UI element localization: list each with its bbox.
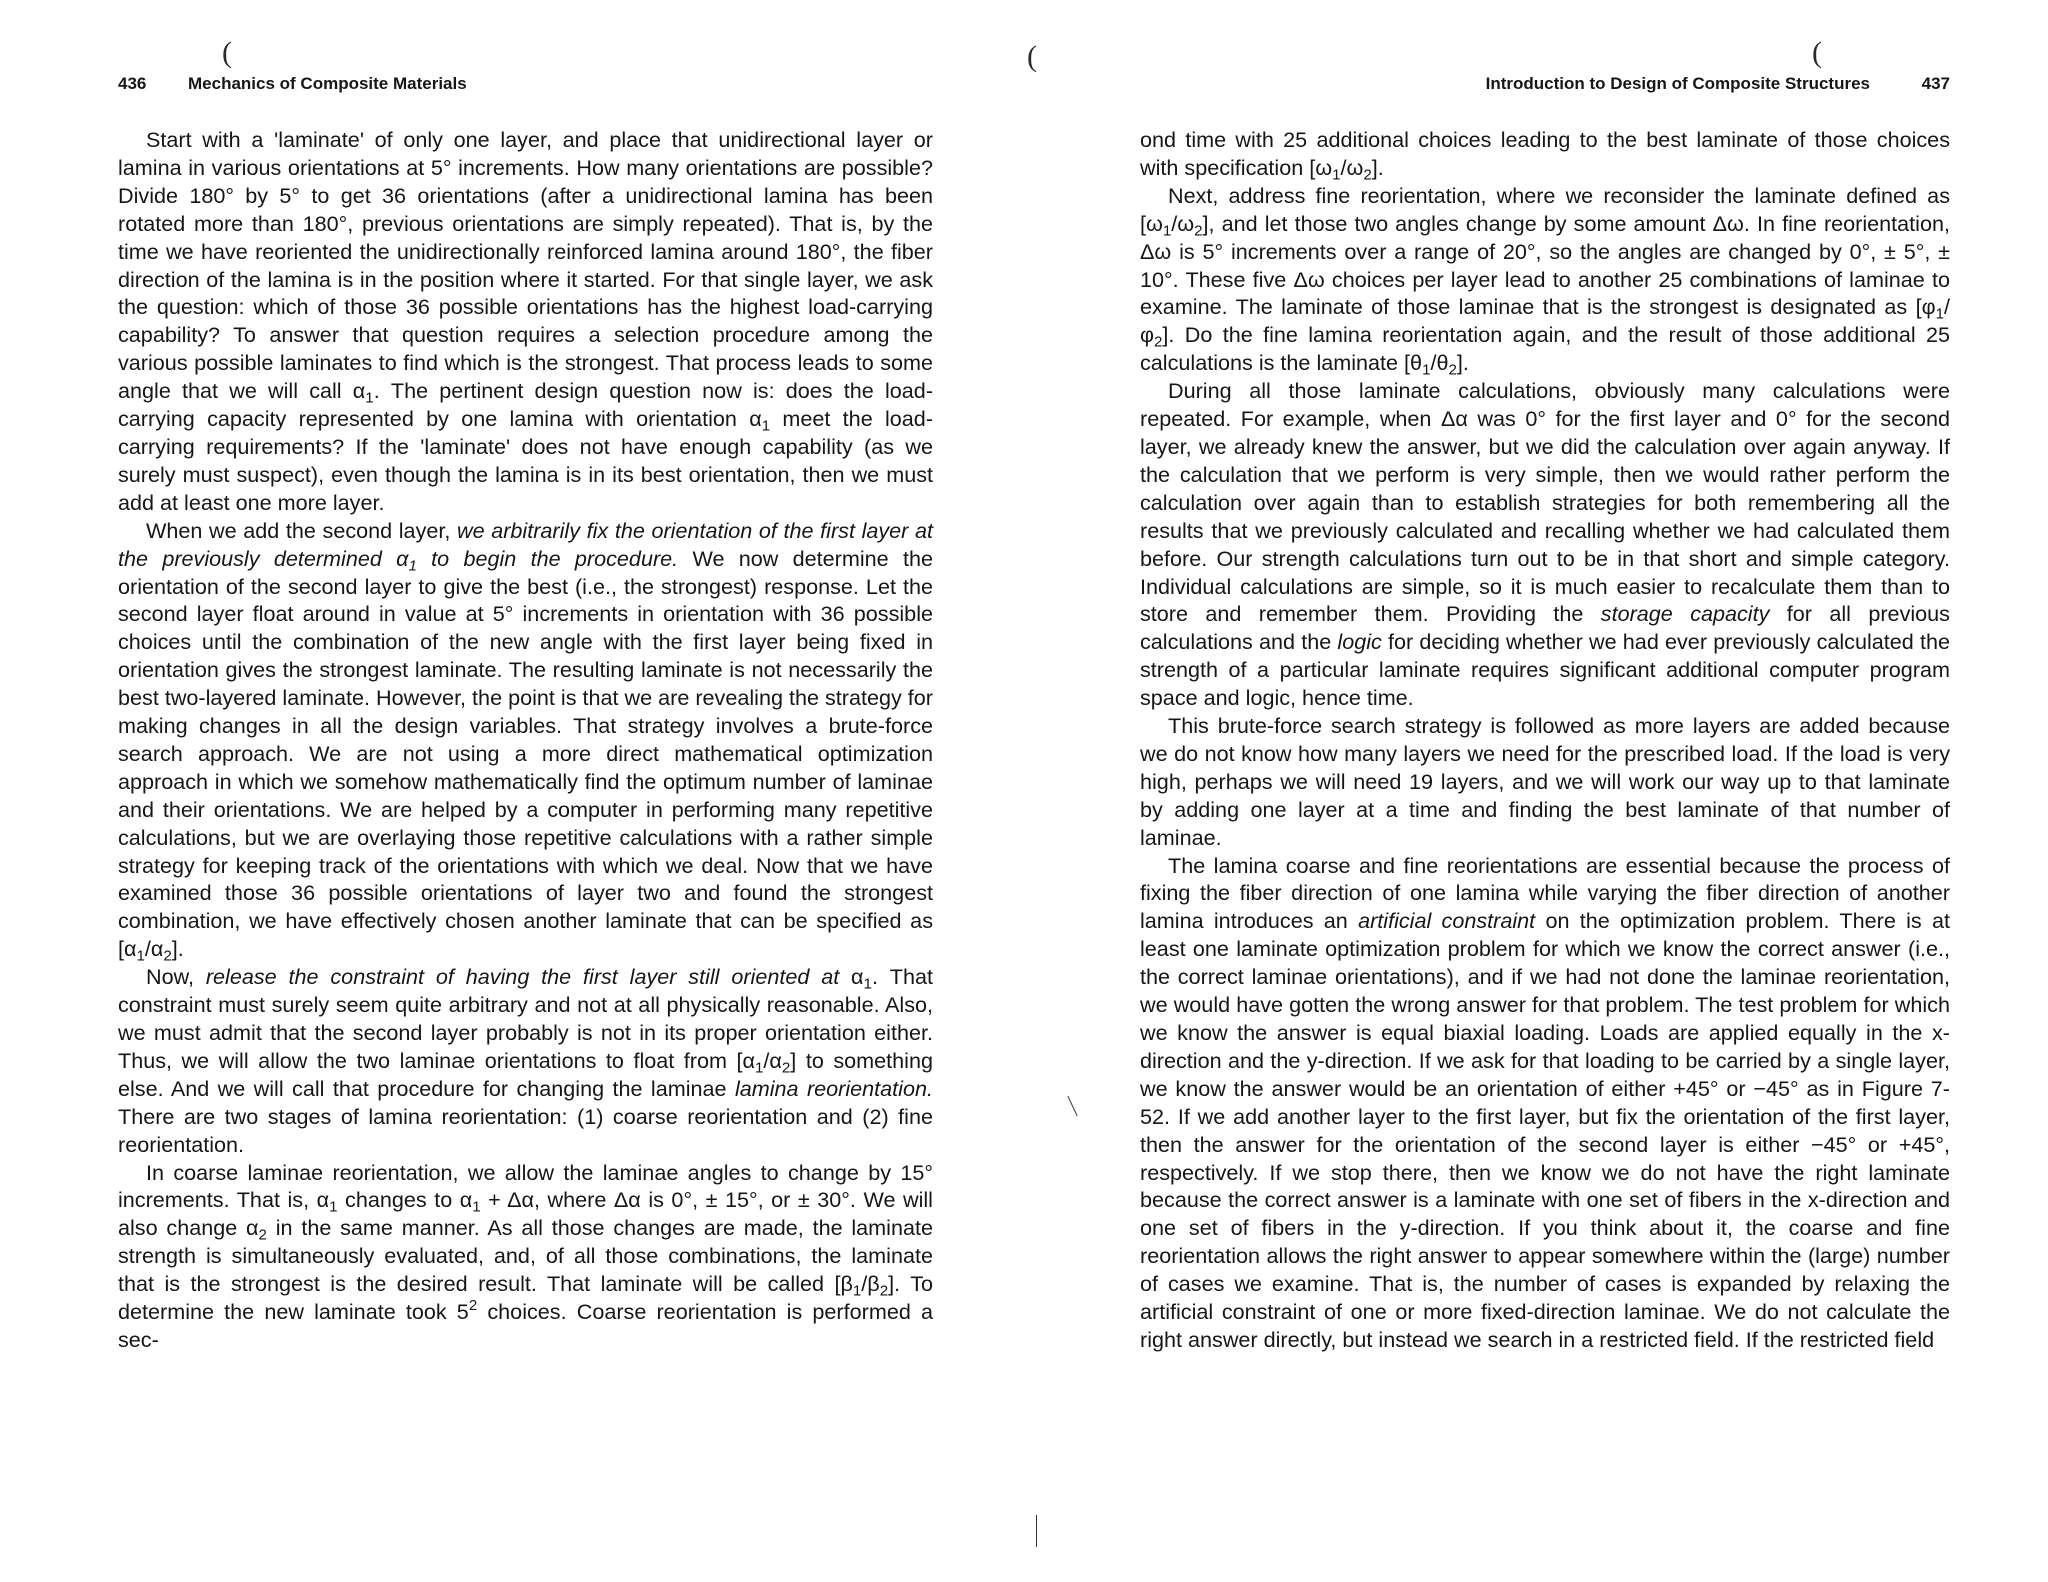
gutter-scratch-lower xyxy=(1036,1515,1037,1547)
scan-mark-left: ( xyxy=(222,36,232,69)
right-paragraph-3: During all those laminate calculations, obviously many calculations were repeated. For example, when Δα was 0° for the first layer and 0° for the second layer, we already knew the answer, but we did the calculation over again anyway. If the calculation that we perform is very simple, then we would rather perform the calculation over again than to establish strategies for both remembering all the results that we previously calculated and recalling whether we had calculated them before. Our strength calculations turn out to be in that short and simple category. Individual calculations are simple, so it is much easier to recalculate them than to store and remember them. Providing the storage capacity for all previous calculations and the logic for deciding whether we had ever previously calculated the strength of a particular laminate requires significant additional computer program space and logic, hence time. xyxy=(1140,378,1951,711)
right-body-text xyxy=(1140,126,1950,1354)
right-running-head xyxy=(1140,74,1950,102)
left-running-title: Mechanics of Composite Materials xyxy=(188,74,467,93)
left-paragraph-4: In coarse laminae reorientation, we allow the laminae angles to change by 15° increments. That is, $\alpha_1$ changes to $\alpha_1 + \Delta\alpha$, where Δα is 0°, ± 15°, or ± 30°. We will also change $\alpha_2$ in the same manner. As all those changes are made, the laminate strength is simultaneously evaluated, and, of all those combinations, the laminate that is the strongest is the desired result. That laminate will be called $[\beta_1/\beta_2]$. To determine the new laminate took $5^2$ choices. Coarse reorientation is performed a sec- xyxy=(118,1159,933,1352)
left-body-text xyxy=(118,126,933,1354)
left-running-head xyxy=(118,74,933,102)
gutter-scratch-upper xyxy=(1067,1096,1077,1116)
right-paragraph-5: The lamina coarse and fine reorientations are essential because the process of fixing the fiber direction of one lamina while varying the fiber direction of another lamina introduces an artificial constraint on the optimization problem. There is at least one laminate optimization problem for which we know the correct answer (i.e., the correct laminae orientations), and if we had not done the laminae reorientation, we would have gotten the wrong answer for that problem. The test problem for which we know the answer is equal biaxial loading. Loads are applied equally in the x-direction and the y-direction. If we ask for that loading to be carried by a single layer, we know the answer would be an orientation of either +45° or −45° as in Figure 7-52. If we add another layer to the first layer, but fix the orientation of the first layer, then the answer for the orientation of the second layer is either −45° or +45°, respectively. If we stop there, then we know we do not have the right laminate because the correct answer is a laminate with one set of fibers in the x-direction and one set of fibers in the y-direction. If you think about it, the coarse and fine reorientation allows the right answer to appear somewhere within the (large) number of cases we examine. That is, the number of cases is expanded by relaxing the artificial constraint of one or more fixed-direction laminae. We do not calculate the right answer directly, but instead we search in a restricted field. If the restricted field xyxy=(1140,852,1950,1352)
right-paragraph-4: This brute-force search strategy is followed as more layers are added because we do not know how many layers we need for the prescribed load. If the load is very high, perhaps we will need 19 layers, and we will work our way up to that laminate by adding one layer at a time and finding the best laminate of that number of laminae. xyxy=(1140,713,1950,850)
right-page xyxy=(1140,0,1950,1582)
left-paragraph-3: Now, release the constraint of having the first layer still oriented at $\alpha_1$. That constraint must surely seem quite arbitrary and not at all physically reasonable. Also, we must admit that the second layer probably is not in its proper orientation either. Thus, we will allow the two laminae orientations to float from $[\alpha_1/\alpha_2]$ to something else. And we will call that procedure for changing the laminae lamina reorientation. There are two stages of lamina reorientation: (1) coarse reorientation and (2) fine reorientation. xyxy=(118,964,934,1157)
right-running-title: Introduction to Design of Composite Structures xyxy=(1485,74,1870,93)
left-paragraph-2: When we add the second layer, we arbitrarily fix the orientation of the first layer at the previously determined $\alpha_1$ to begin the procedure. We now determine the orientation of the second layer to give the best (i.e., the strongest) response. Let the second layer float around in value at 5° increments in orientation with 36 possible choices until the combination of the new angle with the first layer being fixed in orientation gives the strongest laminate. The resulting laminate is not necessarily the best two-layered laminate. However, the point is that we are revealing the strategy for making changes in all the design variables. That strategy involves a brute-force search approach. We are not using a more direct mathematical optimization approach in which we somehow mathematically find the optimum number of laminae and their orientations. We are helped by a computer in performing many repetitive calculations, but we are overlaying those repetitive calculations with a rather simple strategy for keeping track of the orientations with which we deal. Now that we have examined those 36 possible orientations of layer two and found the strongest combination, we have effectively chosen another laminate that can be specified as $[\alpha_1/\alpha_2]$. xyxy=(118,517,933,965)
left-paragraph-1: Start with a 'laminate' of only one layer, and place that unidirectional layer or lamina in various orientations at 5° increments. How many orientations are possible? Divide 180° by 5° to get 36 orientations (after a unidirectional lamina has been rotated more than 180°, previous orientations are simply repeated). That is, by the time we have reoriented the unidirectionally reinforced lamina around 180°, the fiber direction of the lamina is in the position where it started. For that single layer, we ask the question: which of those 36 possible orientations has the highest load-carrying capability? To answer that question requires a selection procedure among the various possible laminates to find which is the strongest. That process leads to some angle that we will call $\alpha_1$. The pertinent design question now is: does the load-carrying capacity represented by one lamina with orientation $\alpha_1$ meet the load-carrying requirements? If the 'laminate' does not have enough capability (as we surely must suspect), even though the lamina is in its best orientation, then we must add at least one more layer. xyxy=(118,127,934,515)
left-page xyxy=(118,0,933,1582)
scan-mark-gutter: ( xyxy=(1027,40,1037,73)
right-paragraph-2: Next, address fine reorientation, where we reconsider the laminate defined as $[\omega_1/\omega_2]$, and let those two angles change by some amount Δω. In fine reorientation, Δω is 5° increments over a range of 20°, so the angles are changed by 0°, ± 5°, ± 10°. These five Δω choices per layer lead to another 25 combinations of laminae to examine. The laminate of those laminae that is the strongest is designated as $[\varphi_1/\varphi_2]$. Do the fine lamina reorientation again, and the result of those additional 25 calculations is the laminate $[\theta_1/\theta_2]$. xyxy=(1140,182,1950,379)
left-page-number: 436 xyxy=(118,74,147,93)
right-paragraph-1: ond time with 25 additional choices leading to the best laminate of those choices with specification $[\omega_1/\omega_2]$. xyxy=(1140,127,1950,184)
right-page-number: 437 xyxy=(1921,74,1950,93)
scan-mark-right: ( xyxy=(1812,36,1822,69)
